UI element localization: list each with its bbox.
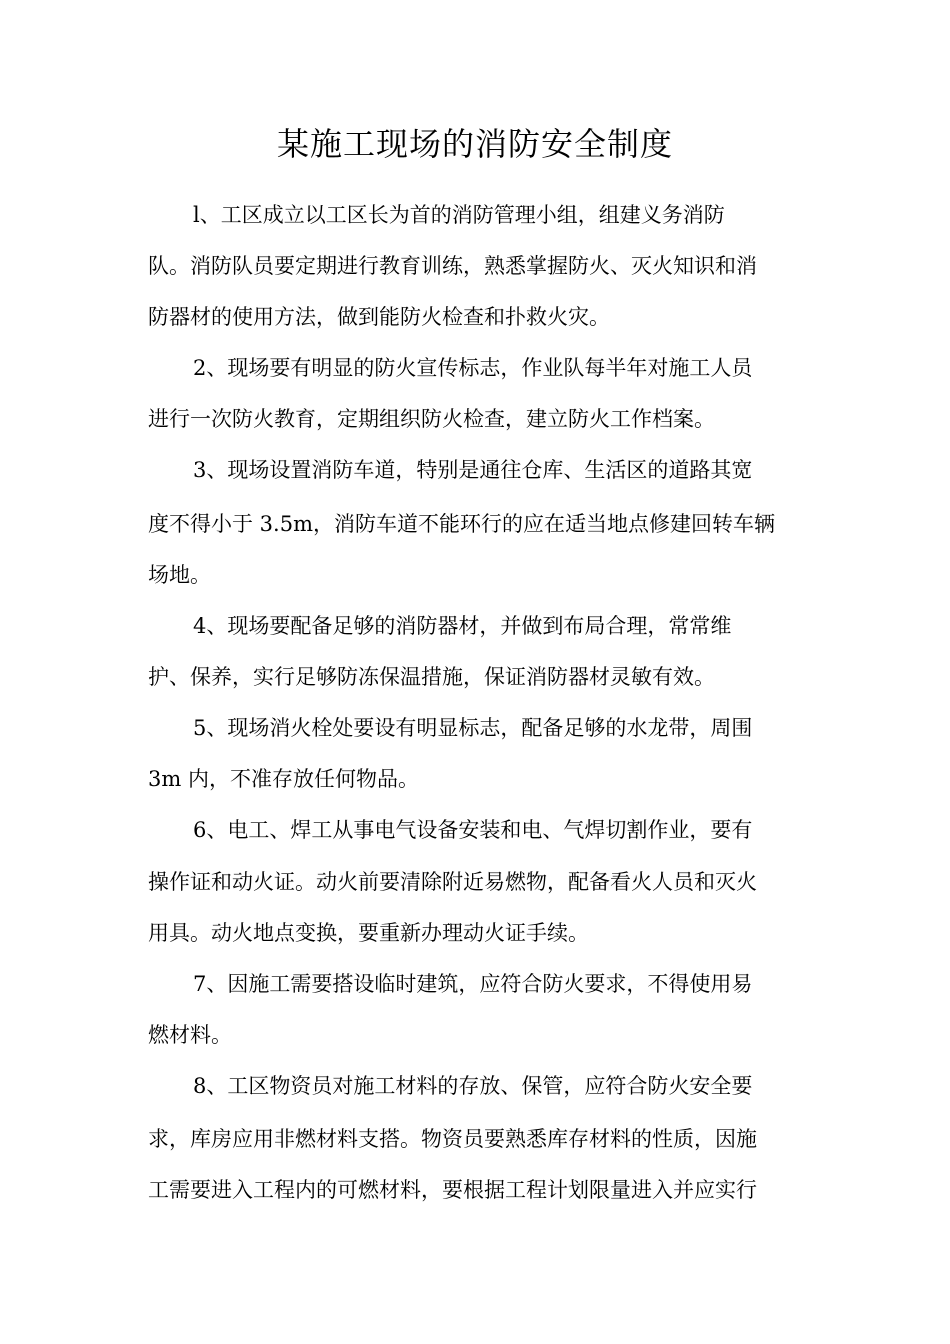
paragraph-5-line-2: 3m 内，不准存放任何物品。 <box>148 767 419 791</box>
paragraph-4-line-1: 4、现场要配备足够的消防器材，并做到布局合理，常常维 <box>193 614 732 638</box>
paragraph-8-line-3: 工需要进入工程内的可燃材料，要根据工程计划限量进入并应实行 <box>148 1178 757 1202</box>
paragraph-3-line-3: 场地。 <box>148 563 211 587</box>
paragraph-1-line-3: 防器材的使用方法，做到能防火检查和扑救火灾。 <box>148 305 610 329</box>
paragraph-6-line-1: 6、电工、焊工从事电气设备安装和电、气焊切割作业，要有 <box>193 818 753 842</box>
paragraph-5-line-1: 5、现场消火栓处要设有明显标志，配备足够的水龙带，周围 <box>193 716 753 740</box>
paragraph-6-line-3: 用具。动火地点变换，要重新办理动火证手续。 <box>148 921 589 945</box>
document-title: 某施工现场的消防安全制度 <box>276 125 673 163</box>
paragraph-7-line-2: 燃材料。 <box>148 1023 232 1047</box>
paragraph-1-line-2: 队。消防队员要定期进行教育训练，熟悉掌握防火、灭火知识和消 <box>148 254 757 278</box>
paragraph-3-line-1: 3、现场设置消防车道，特别是通往仓库、生活区的道路其宽 <box>193 458 753 482</box>
paragraph-6-line-2: 操作证和动火证。动火前要清除附近易燃物，配备看火人员和灭火 <box>148 870 757 894</box>
paragraph-8-line-2: 求，库房应用非燃材料支搭。物资员要熟悉库存材料的性质，因施 <box>148 1127 757 1151</box>
paragraph-2-line-1: 2、现场要有明显的防火宣传标志，作业队每半年对施工人员 <box>193 356 753 380</box>
paragraph-7-line-1: 7、因施工需要搭设临时建筑，应符合防火要求，不得使用易 <box>193 972 753 996</box>
paragraph-8-line-1: 8、工区物资员对施工材料的存放、保管，应符合防火安全要 <box>193 1074 753 1098</box>
paragraph-2-line-2: 进行一次防火教育，定期组织防火检查，建立防火工作档案。 <box>148 407 715 431</box>
paragraph-4-line-2: 护、保养，实行足够防冻保温措施，保证消防器材灵敏有效。 <box>148 665 715 689</box>
paragraph-3-line-2: 度不得小于 3.5m，消防车道不能环行的应在适当地点修建回转车辆 <box>148 512 775 536</box>
paragraph-1-line-1: l、工区成立以工区长为首的消防管理小组，组建义务消防 <box>193 203 725 227</box>
